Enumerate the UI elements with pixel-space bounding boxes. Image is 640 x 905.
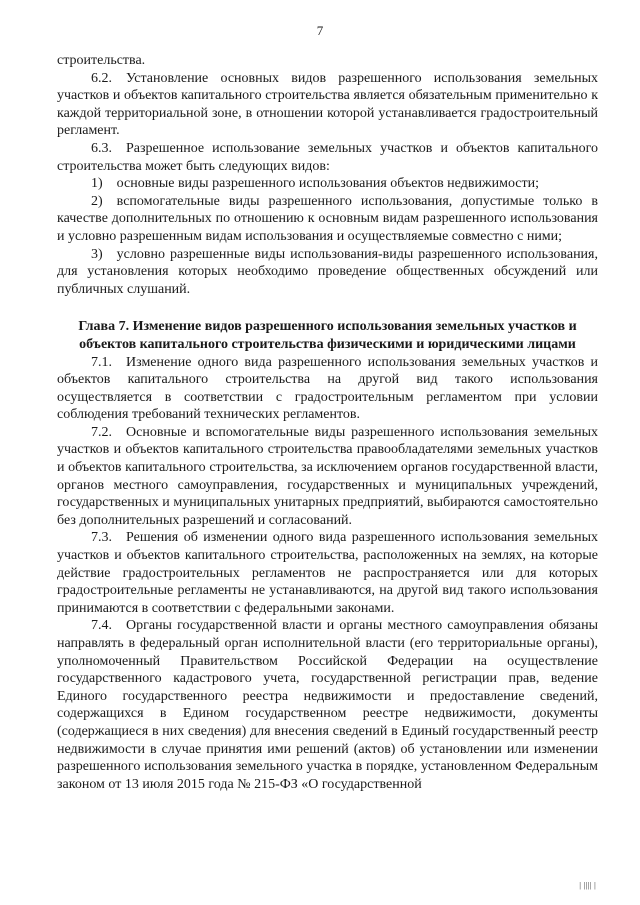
document-body (57, 52, 598, 793)
spacer (57, 298, 598, 318)
paragraph: 2) вспомогательные виды разрешенного использования, допустимые только в качестве дополнительных по отношению к основным видам разрешенного использования и условно разрешенным видам использования и осуществляемые совместно с ними; (57, 193, 598, 244)
page-number: 7 (316, 23, 324, 38)
paragraph: 3) условно разрешенные виды использования-виды разрешенного использования, для установления которых необходимо проведение общественных обсуждений или публичных слушаний. (57, 246, 598, 297)
section-before-heading (57, 52, 598, 298)
scan-barcode-mark: | |||| | (579, 881, 596, 891)
paragraph: 6.3. Разрешенное использование земельных участков и объектов капитального строительства может быть следующих видов: (57, 140, 598, 174)
chapter-heading: Глава 7. Изменение видов разрешенного использования земельных участков и объектов капитального строительства физическими и юридическими лицами (78, 319, 577, 352)
paragraph: строительства. (57, 53, 146, 68)
paragraph: 7.1. Изменение одного вида разрешенного использования земельных участков и объектов капитального строительства на другой вид такого использования осуществляется в соответствии с градостроительным регламентом при условии соблюдения требований технических регламентов. (57, 354, 598, 423)
paragraph: 6.2. Установление основных видов разрешенного использования земельных участков и объектов капитального строительства является обязательным применительно к каждой территориальной зоне, в отношении которой устанавливается градостроительный регламент. (57, 70, 598, 139)
paragraph: 7.3. Решения об изменении одного вида разрешенного использования земельных участков и объектов капитального строительства, расположенных на землях, на которые действие градостроительных регламентов не распространяется или для которых градостроительные регламенты не устанавливаются, на другой вид такого использования принимаются в соответствии с федеральными законами. (57, 530, 598, 616)
paragraph: 7.2. Основные и вспомогательные виды разрешенного использования земельных участков и объектов капитального строительства правообладателями земельных участков и объектов капитального строительства, за исключением органов государственной власти, органов местного самоуправления, государственных и муниципальных учреждений, государственных и муниципальных унитарных предприятий, выбираются самостоятельно без дополнительных разрешений и согласований. (57, 424, 598, 528)
paragraph: 7.4. Органы государственной власти и органы местного самоуправления обязаны направлять в федеральный орган исполнительной власти (его территориальные органы), уполномоченный Правительством Российской Федерации на осуществление государственного кадастрового учета, государственной регистрации прав, ведение Единого государственного реестра недвижимости и предоставление сведений, содержащихся в Едином государственном реестре недвижимости, документы (содержащиеся в них сведения) для внесения сведений в Единый государственный реестр недвижимости в случае принятия ими решений (актов) об установлении или изменении разрешенного использования земельного участка в порядке, установленном Федеральным законом от 13 июля 2015 года № 215-ФЗ «О государственной (57, 618, 598, 792)
section-after-heading (57, 354, 598, 794)
paragraph: 1) основные виды разрешенного использования объектов недвижимости; (91, 176, 540, 192)
